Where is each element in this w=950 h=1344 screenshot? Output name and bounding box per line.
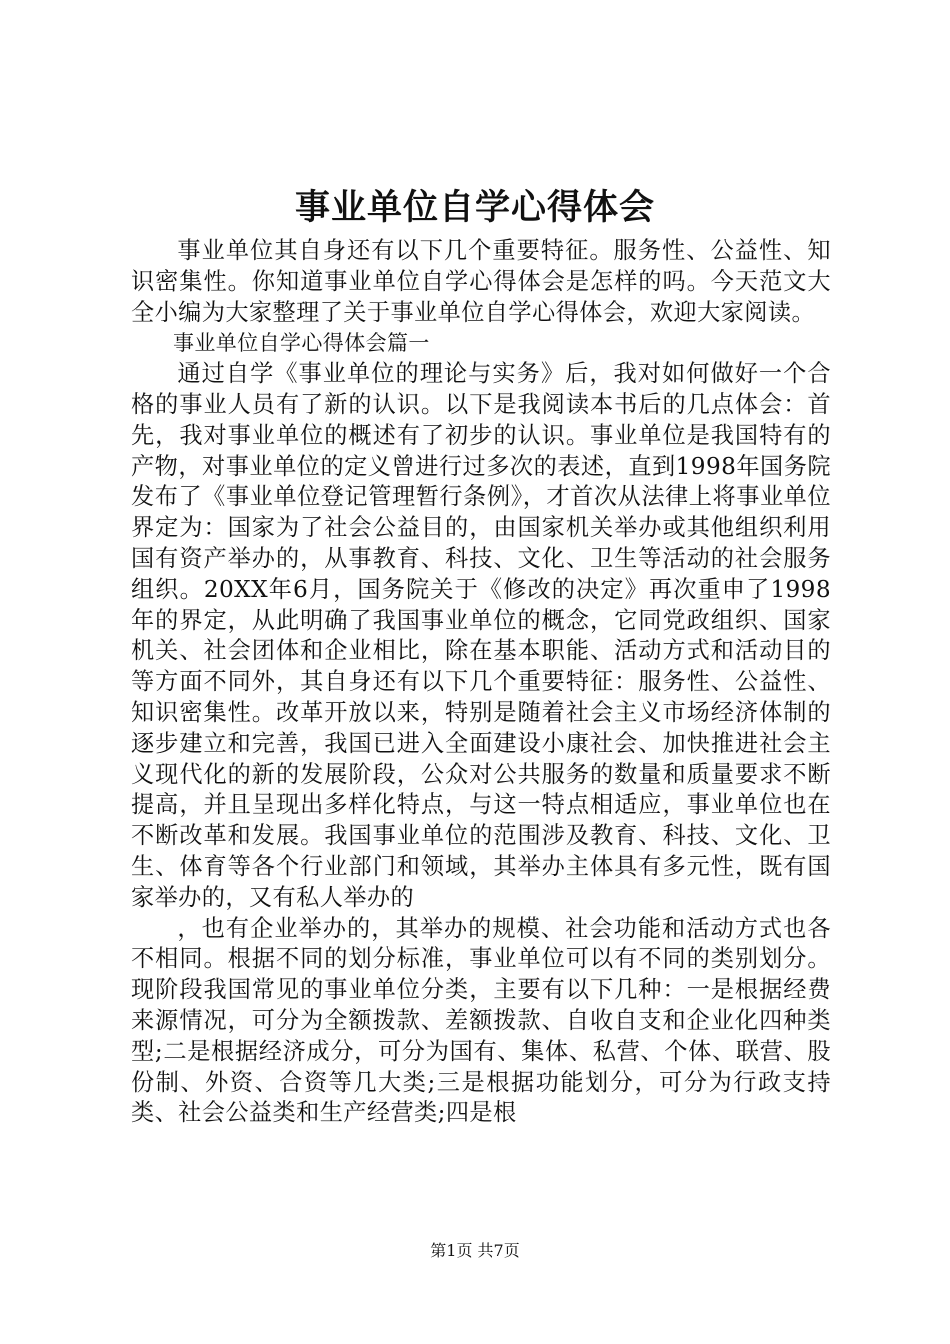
intro-paragraph: 事业单位其自身还有以下几个重要特征。服务性、公益性、知识密集性。你知道事业单位自学心得体会是怎样的吗。今天范文大全小编为大家整理了关于事业单位自学心得体会，欢迎大家阅读。 [131, 237, 831, 326]
document-title: 事业单位自学心得体会 [294, 187, 655, 228]
body-paragraph-2: ，也有企业举办的，其举办的规模、社会功能和活动方式也各不相同。根据不同的划分标准，事业单位可以有不同的类别划分。现阶段我国常见的事业单位分类，主要有以下几种：一是根据经费来源情况，可分为全额拨款、差额拨款、自收自支和企业化四种类型;二是根据经济成分，可分为国有、集体、私营、个体、联营、股份制、外资、合资等几大类;三是根据功能划分，可分为行政支持类、社会公益类和生产经营类;四是根 [131, 914, 831, 1127]
body-paragraph-1: 通过自学《事业单位的理论与实务》后，我对如何做好一个合格的事业人员有了新的认识。以下是我阅读本书后的几点体会：首先，我对事业单位的概述有了初步的认识。事业单位是我国特有的产物，对事业单位的定义曾进行过多次的表述，直到1998年国务院发布了《事业单位登记管理暂行条例》，才首次从法律上将事业单位界定为：国家为了社会公益目的，由国家机关举办或其他组织利用国有资产举办的，从事教育、科技、文化、卫生等活动的社会服务组织。20XX年6月，国务院关于《修改的决定》再次重申了1998年的界定，从此明确了我国事业单位的概念，它同党政组织、国家机关、社会团体和企业相比，除在基本职能、活动方式和活动目的等方面不同外，其自身还有以下几个重要特征：服务性、公益性、知识密集性。改革开放以来，特别是随着社会主义市场经济体制的逐步建立和完善，我国已进入全面建设小康社会、加快推进社会主义现代化的新的发展阶段，公众对公共服务的数量和质量要求不断提高，并且呈现出多样化特点，与这一特点相适应，事业单位也在不断改革和发展。我国事业单位的范围涉及教育、科技、文化、卫生、体育等各个行业部门和领域，其举办主体具有多元性，既有国家举办的，又有私人举办的 [131, 360, 831, 911]
section-heading: 事业单位自学心得体会篇一 [173, 331, 430, 356]
document-body [131, 236, 831, 1129]
page-footer: 第1页 共7页 [430, 1241, 520, 1260]
